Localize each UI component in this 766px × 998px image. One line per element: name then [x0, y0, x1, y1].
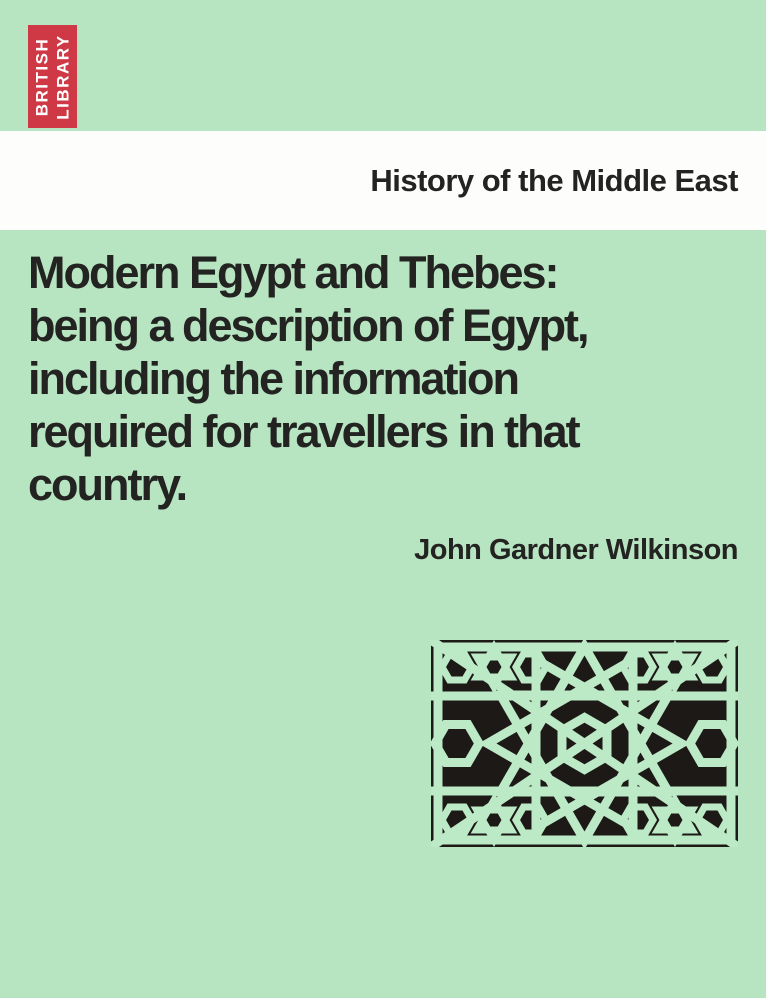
book-title-line: country. — [28, 459, 187, 510]
cover-art-islamic-pattern-image — [431, 640, 738, 847]
british-library-logo-text — [28, 25, 77, 128]
book-title — [28, 246, 588, 511]
book-title-line: Modern Egypt and Thebes: — [28, 247, 558, 298]
series-banner — [0, 131, 766, 230]
book-author: John Gardner Wilkinson — [414, 534, 738, 566]
islamic-lattice-graphic — [431, 640, 738, 847]
british-library-logo — [28, 25, 77, 128]
logo-word-library: LIBRARY — [52, 33, 72, 120]
book-title-line: being a description of Egypt, — [28, 300, 588, 351]
series-title: History of the Middle East — [370, 163, 738, 198]
logo-word-british: BRITISH — [32, 37, 52, 116]
book-title-line: including the information — [28, 353, 518, 404]
book-title-line: required for travellers in that — [28, 406, 579, 457]
